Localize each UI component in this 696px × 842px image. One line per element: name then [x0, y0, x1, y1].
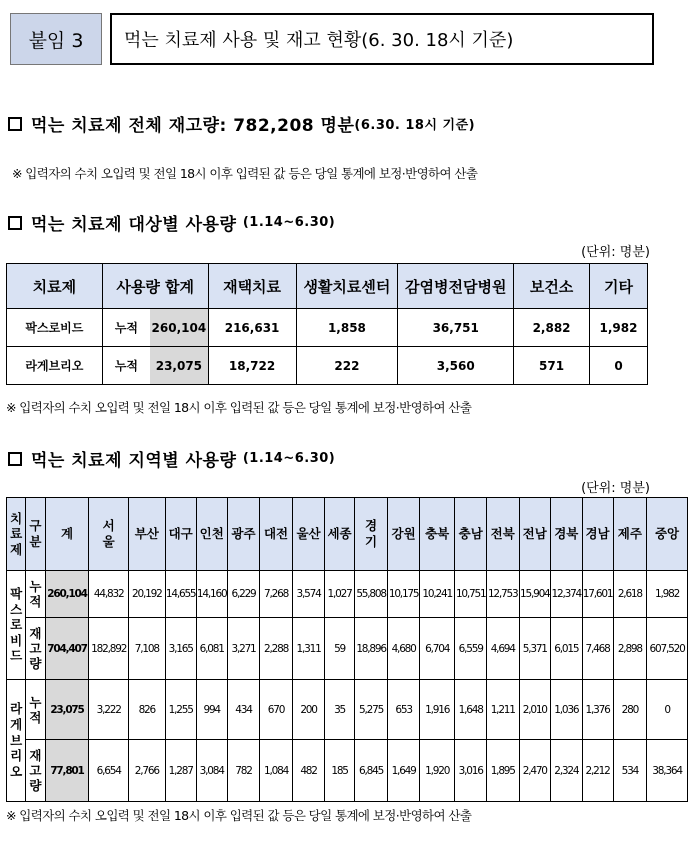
- table-row: [7, 309, 648, 347]
- health-center-cell: 2,882: [514, 309, 590, 347]
- table-header-row: [7, 264, 648, 309]
- total-cell: 77,801: [45, 740, 89, 802]
- total-cell: 260,104: [45, 571, 89, 618]
- region-value-cell: 7,108: [129, 618, 166, 680]
- region-value-cell: 17,601: [582, 571, 613, 618]
- region-value-cell: 3,016: [455, 740, 487, 802]
- column-header: 보건소: [514, 264, 590, 309]
- region-value-cell: 2,766: [129, 740, 166, 802]
- section3-note: ※ 입력자의 수치 오입력 및 전일 18시 이후 입력된 값 등은 당일 통계에 보정·반영하여 산출: [6, 808, 472, 823]
- table-header-row: [7, 498, 688, 571]
- region-value-cell: 20,192: [129, 571, 166, 618]
- home-cell: 216,631: [208, 309, 296, 347]
- region-value-cell: 6,845: [354, 740, 388, 802]
- region-value-cell: 6,081: [196, 618, 227, 680]
- usage-by-region-table: [6, 497, 688, 802]
- section2-heading: 먹는 치료제 대상별 사용량 (1.14~6.30): [8, 210, 335, 235]
- total-cell: 23,075: [150, 347, 208, 385]
- center-cell: 1,858: [296, 309, 398, 347]
- checkbox-square-icon: [8, 452, 22, 466]
- hospital-cell: 36,751: [398, 309, 514, 347]
- region-value-cell: 782: [227, 740, 260, 802]
- region-value-cell: 607,520: [647, 618, 688, 680]
- row-type: 누적: [102, 347, 150, 385]
- table-row: [7, 618, 688, 680]
- region-value-cell: 0: [647, 680, 688, 740]
- checkbox-square-icon: [8, 216, 22, 230]
- region-value-cell: 1,287: [165, 740, 196, 802]
- region-value-cell: 5,371: [519, 618, 551, 680]
- region-value-cell: 1,376: [582, 680, 613, 740]
- region-value-cell: 4,680: [388, 618, 420, 680]
- region-header: 경남: [582, 498, 613, 571]
- total-cell: 23,075: [45, 680, 89, 740]
- region-value-cell: 185: [325, 740, 354, 802]
- region-value-cell: 10,175: [388, 571, 420, 618]
- region-value-cell: 1,649: [388, 740, 420, 802]
- column-header-total: 계: [45, 498, 89, 571]
- section2-note: ※ 입력자의 수치 오입력 및 전일 18시 이후 입력된 값 등은 당일 통계에 보정·반영하여 산출: [6, 400, 472, 415]
- region-header: 광주: [227, 498, 260, 571]
- row-type: 누 적: [26, 680, 45, 740]
- region-value-cell: 15,904: [519, 571, 551, 618]
- region-header: 서 울: [89, 498, 129, 571]
- region-value-cell: 38,364: [647, 740, 688, 802]
- column-header: 사용량 합계: [102, 264, 208, 309]
- hospital-cell: 3,560: [398, 347, 514, 385]
- region-value-cell: 3,165: [165, 618, 196, 680]
- region-value-cell: 6,229: [227, 571, 260, 618]
- region-value-cell: 1,084: [260, 740, 293, 802]
- region-value-cell: 2,212: [582, 740, 613, 802]
- region-header: 충남: [455, 498, 487, 571]
- region-value-cell: 1,916: [419, 680, 455, 740]
- attachment-tag: 붙임 3: [10, 13, 102, 65]
- region-value-cell: 2,324: [551, 740, 583, 802]
- center-cell: 222: [296, 347, 398, 385]
- region-value-cell: 2,288: [260, 618, 293, 680]
- region-header: 경 기: [354, 498, 388, 571]
- region-value-cell: 35: [325, 680, 354, 740]
- home-cell: 18,722: [208, 347, 296, 385]
- region-value-cell: 653: [388, 680, 420, 740]
- region-value-cell: 2,470: [519, 740, 551, 802]
- region-value-cell: 1,895: [486, 740, 519, 802]
- region-value-cell: 6,015: [551, 618, 583, 680]
- region-value-cell: 59: [325, 618, 354, 680]
- region-value-cell: 1,211: [486, 680, 519, 740]
- region-value-cell: 3,222: [89, 680, 129, 740]
- column-header: 생활치료센터: [296, 264, 398, 309]
- region-header: 대구: [165, 498, 196, 571]
- region-value-cell: 1,648: [455, 680, 487, 740]
- region-header: 전남: [519, 498, 551, 571]
- region-value-cell: 14,655: [165, 571, 196, 618]
- region-header: 부산: [129, 498, 166, 571]
- region-value-cell: 1,982: [647, 571, 688, 618]
- column-header: 감염병전담병원: [398, 264, 514, 309]
- region-value-cell: 200: [292, 680, 325, 740]
- region-value-cell: 6,654: [89, 740, 129, 802]
- region-value-cell: 434: [227, 680, 260, 740]
- section3-heading: 먹는 치료제 지역별 사용량 (1.14~6.30): [8, 446, 335, 471]
- table-row: [7, 571, 688, 618]
- region-header: 인천: [196, 498, 227, 571]
- drug-name: 팍 스 로 비 드: [7, 571, 26, 680]
- region-header: 충북: [419, 498, 455, 571]
- region-value-cell: 2,010: [519, 680, 551, 740]
- region-value-cell: 670: [260, 680, 293, 740]
- column-header: 재택치료: [208, 264, 296, 309]
- table-row: [7, 680, 688, 740]
- region-value-cell: 44,832: [89, 571, 129, 618]
- region-value-cell: 482: [292, 740, 325, 802]
- region-value-cell: 7,268: [260, 571, 293, 618]
- column-header-drug: 치 료 제: [7, 498, 26, 571]
- region-value-cell: 12,374: [551, 571, 583, 618]
- region-value-cell: 14,160: [196, 571, 227, 618]
- region-header: 전북: [486, 498, 519, 571]
- region-header: 강원: [388, 498, 420, 571]
- region-value-cell: 1,920: [419, 740, 455, 802]
- section1-note: ※ 입력자의 수치 오입력 및 전일 18시 이후 입력된 값 등은 당일 통계에 보정·반영하여 산출: [12, 166, 478, 181]
- other-cell: 1,982: [590, 309, 648, 347]
- drug-name: 라 게 브 리 오: [7, 680, 26, 802]
- region-value-cell: 3,271: [227, 618, 260, 680]
- region-value-cell: 1,036: [551, 680, 583, 740]
- region-value-cell: 280: [613, 680, 647, 740]
- region-value-cell: 18,896: [354, 618, 388, 680]
- usage-by-target-table: [6, 263, 648, 385]
- page-title: 먹는 치료제 사용 및 재고 현황(6. 30. 18시 기준): [110, 13, 654, 65]
- region-value-cell: 1,255: [165, 680, 196, 740]
- row-type: 누 적: [26, 571, 45, 618]
- other-cell: 0: [590, 347, 648, 385]
- column-header-type: 구 분: [26, 498, 45, 571]
- region-value-cell: 1,311: [292, 618, 325, 680]
- region-header: 중앙: [647, 498, 688, 571]
- column-header: 기타: [590, 264, 648, 309]
- row-type: 재 고 량: [26, 740, 45, 802]
- region-value-cell: 7,468: [582, 618, 613, 680]
- region-header: 제주: [613, 498, 647, 571]
- region-value-cell: 3,084: [196, 740, 227, 802]
- region-value-cell: 55,808: [354, 571, 388, 618]
- region-value-cell: 994: [196, 680, 227, 740]
- region-value-cell: 10,241: [419, 571, 455, 618]
- section1-heading: 먹는 치료제 전체 재고량: 782,208 명분 (6.30. 18시 기준): [8, 111, 475, 136]
- region-value-cell: 6,559: [455, 618, 487, 680]
- row-type: 누적: [102, 309, 150, 347]
- region-value-cell: 2,898: [613, 618, 647, 680]
- row-type: 재 고 량: [26, 618, 45, 680]
- section3-unit: (단위: 명분): [581, 481, 650, 496]
- region-value-cell: 182,892: [89, 618, 129, 680]
- table-row: [7, 740, 688, 802]
- region-value-cell: 5,275: [354, 680, 388, 740]
- region-value-cell: 10,751: [455, 571, 487, 618]
- region-value-cell: 2,618: [613, 571, 647, 618]
- total-cell: 704,407: [45, 618, 89, 680]
- region-value-cell: 534: [613, 740, 647, 802]
- region-value-cell: 12,753: [486, 571, 519, 618]
- region-value-cell: 1,027: [325, 571, 354, 618]
- drug-name: 팍스로비드: [7, 309, 103, 347]
- section2-unit: (단위: 명분): [581, 245, 650, 260]
- drug-name: 라게브리오: [7, 347, 103, 385]
- table-row: [7, 347, 648, 385]
- region-value-cell: 826: [129, 680, 166, 740]
- region-header: 대전: [260, 498, 293, 571]
- region-value-cell: 4,694: [486, 618, 519, 680]
- region-value-cell: 3,574: [292, 571, 325, 618]
- region-header: 경북: [551, 498, 583, 571]
- column-header: 치료제: [7, 264, 103, 309]
- total-cell: 260,104: [150, 309, 208, 347]
- health-center-cell: 571: [514, 347, 590, 385]
- region-header: 세종: [325, 498, 354, 571]
- checkbox-square-icon: [8, 117, 22, 131]
- region-header: 울산: [292, 498, 325, 571]
- region-value-cell: 6,704: [419, 618, 455, 680]
